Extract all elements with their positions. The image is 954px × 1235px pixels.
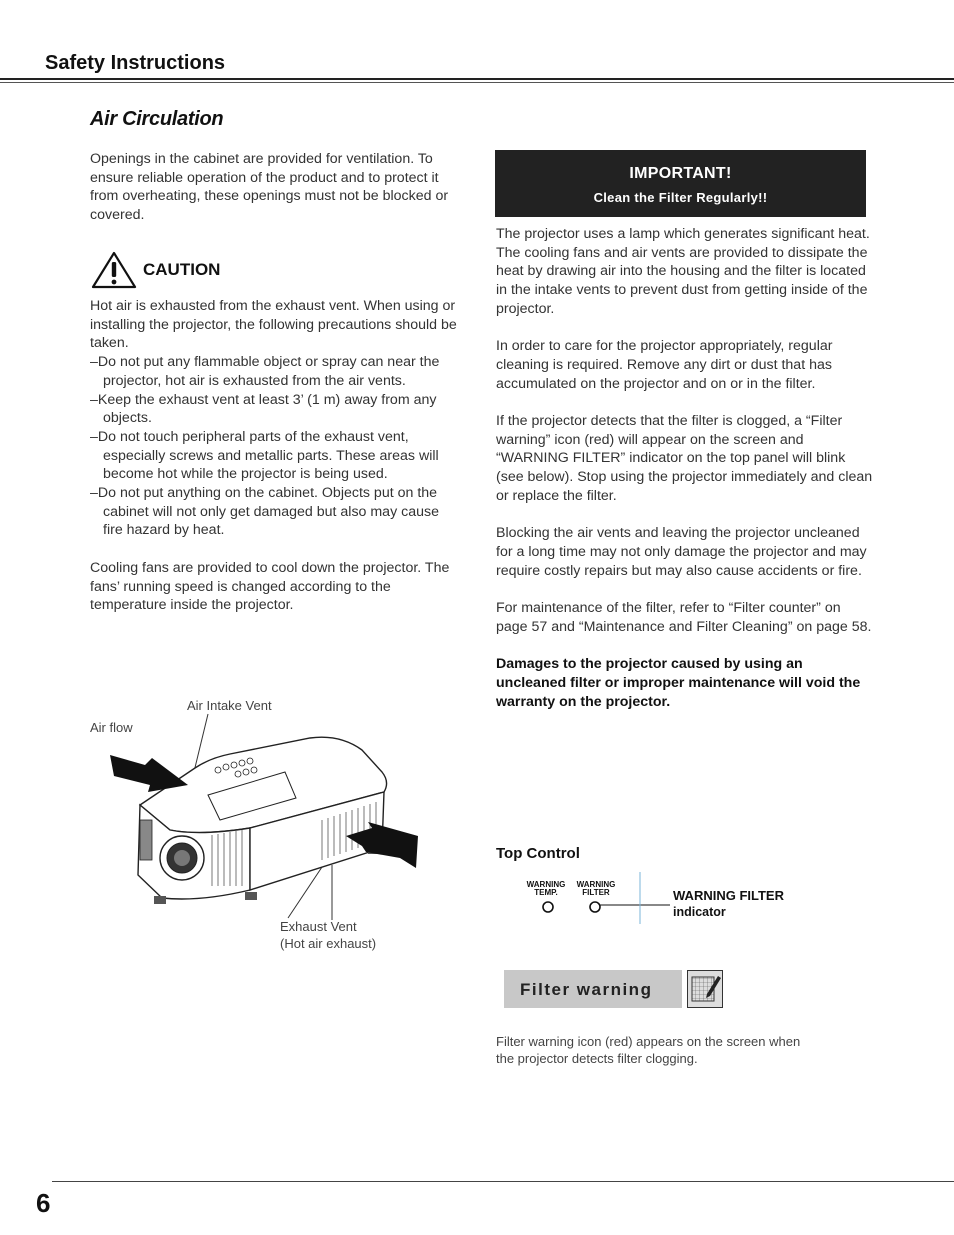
warning-filter-label: WARNING FILTER (576, 880, 616, 897)
right-column-text (496, 225, 876, 730)
caution-item: –Do not put anything on the cabinet. Objects put on the cabinet will not only get damaged but also may cause fire hazard by heat. (90, 485, 439, 539)
top-control-title: Top Control (496, 845, 580, 862)
caution-lead: Hot air is exhausted from the exhaust vent. When using or installing the projector, the following precautions should be taken. (90, 298, 457, 352)
caution-item: –Do not put any flammable object or spray can near the projector, hot air is exhausted from the air vents. (90, 354, 440, 389)
header-rule (0, 78, 954, 80)
warning-filter-indicator-label: WARNING FILTER indicator (673, 888, 784, 919)
footer-rule (52, 1181, 954, 1182)
filter-paragraph-2: In order to care for the projector appropriately, regular cleaning is required. Remove any dirt or dust that has accumulated on the projector and on or in the filter. (496, 338, 833, 392)
air-intake-label: Air Intake Vent (187, 698, 272, 713)
caution-text (90, 297, 462, 615)
caution-heading (90, 250, 460, 290)
filter-warning-icon (687, 970, 723, 1008)
air-flow-label: Air flow (90, 720, 133, 735)
caution-item: –Keep the exhaust vent at least 3’ (1 m) away from any objects. (90, 391, 437, 427)
projector-illustration (100, 710, 430, 920)
header-rule-thin (0, 82, 954, 83)
exhaust-vent-label: Exhaust Vent (280, 919, 357, 934)
warning-triangle-icon (90, 250, 138, 290)
filter-warning-caption: Filter warning icon (red) appears on the screen when the projector detects filter clogging. (496, 1034, 801, 1066)
important-title: IMPORTANT! (629, 165, 732, 182)
warning-temp-label: WARNING TEMP. (526, 880, 566, 897)
page-number: 6 (36, 1188, 51, 1218)
filter-paragraph-4: Blocking the air vents and leaving the projector uncleaned for a long time may not only damage the projector and may require costly repairs but may also cause accidents or fire. (496, 525, 867, 579)
page-header-title: Safety Instructions (45, 52, 226, 74)
fans-paragraph: Cooling fans are provided to cool down the projector. The fans’ running speed is changed according to the temperature inside the projector. (90, 559, 450, 614)
warranty-warning: Damages to the projector caused by using an uncleaned filter or improper maintenance will void the warranty on the projector. (496, 656, 861, 710)
section-title: Air Circulation (90, 108, 224, 130)
intro-paragraph: Openings in the cabinet are provided for ventilation. To ensure reliable operation of the product and to protect it from overheating, these openings must not be blocked or covered. (90, 151, 449, 224)
caution-item: –Do not touch peripheral parts of the exhaust vent, especially screws and metallic parts. These areas will become hot while the projector is being used. (90, 428, 439, 483)
important-subtitle: Clean the Filter Regularly!! (593, 190, 768, 205)
warning-filter-led-icon (590, 902, 600, 912)
filter-paragraph-5: For maintenance of the filter, refer to “Filter counter” on page 57 and “Maintenance and Filter Cleaning” on page 58. (496, 600, 872, 635)
top-control-diagram (536, 870, 672, 926)
filter-paragraph-3: If the projector detects that the filter is clogged, a “Filter warning” icon (red) will appear on the screen and “WARNING FILTER” indicator on the top panel will blink (see below). Stop using the projector immediately and clean or replace the filter. (496, 413, 873, 504)
important-banner (495, 150, 866, 217)
exhaust-note-label: (Hot air exhaust) (280, 936, 377, 951)
warning-temp-led-icon (543, 902, 553, 912)
filter-paragraph-1: The projector uses a lamp which generates significant heat. The cooling fans and air vents are provided to dissipate the heat by drawing air into the housing and the filter is located in the intake vents to prevent dust from getting inside of the projector. (496, 226, 870, 317)
filter-warning-text: Filter warning (520, 980, 653, 999)
caution-label: CAUTION (143, 260, 221, 279)
